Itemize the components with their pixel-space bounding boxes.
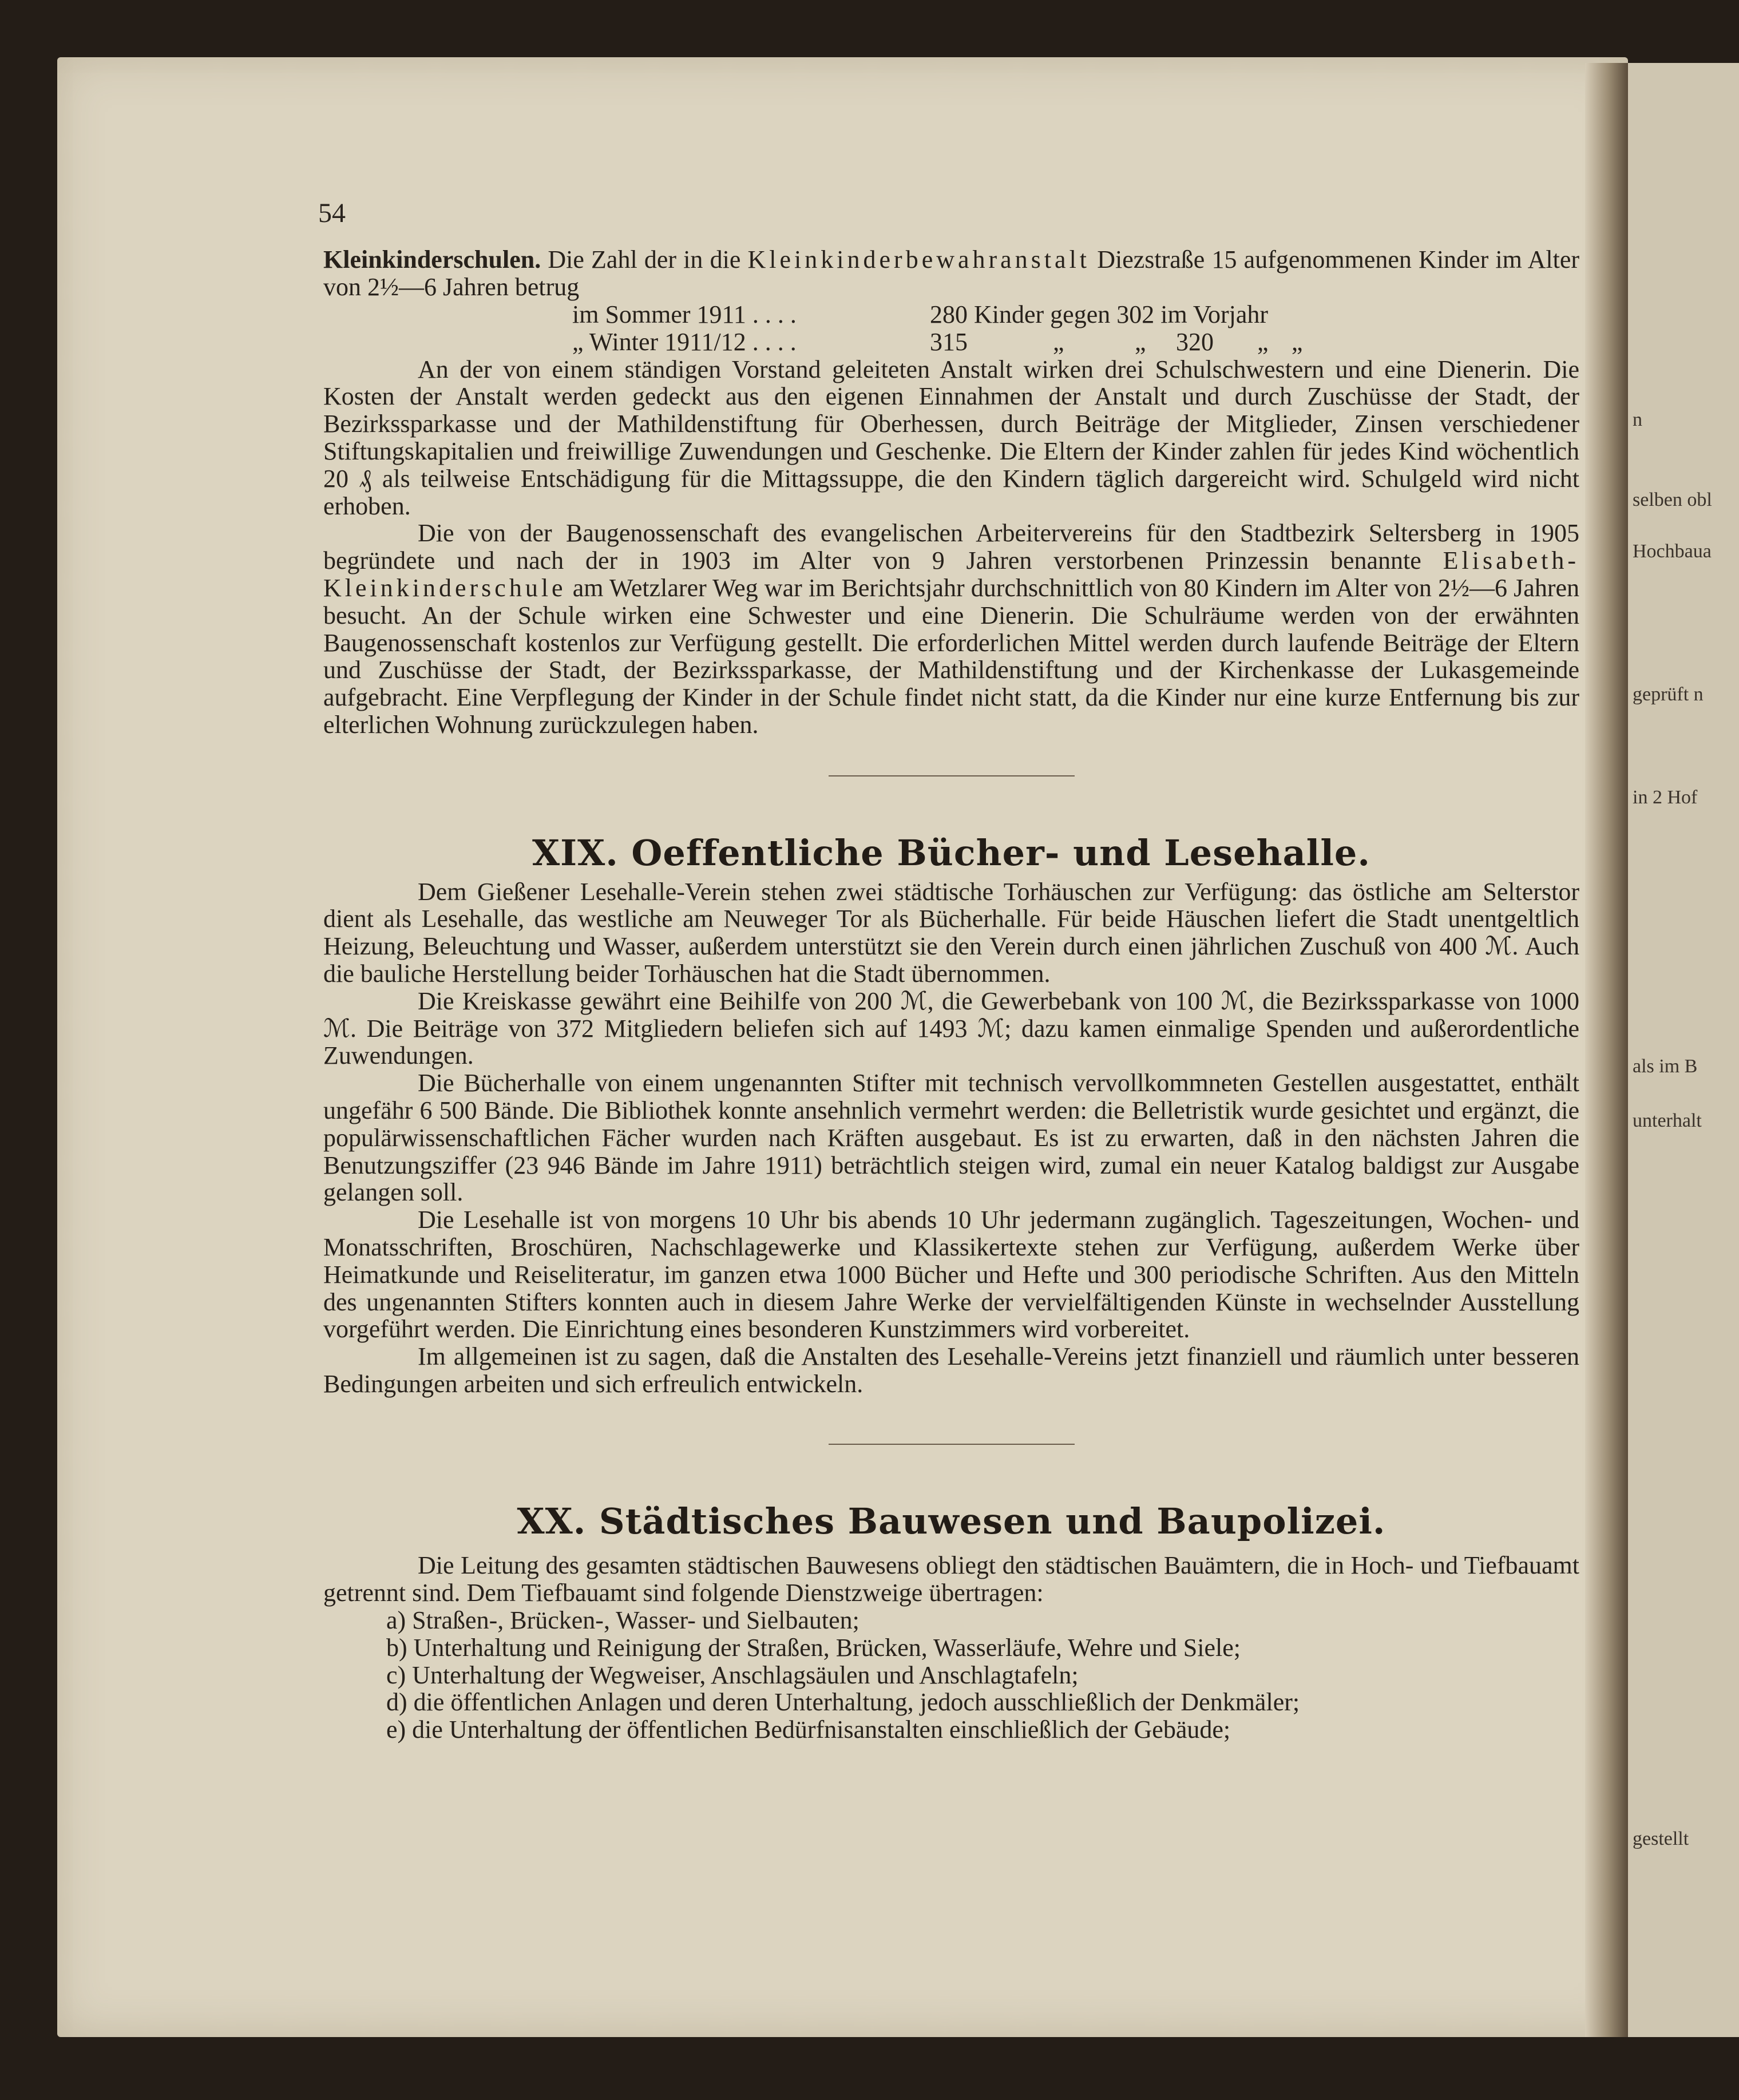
section-heading-xix: XIX. Oeffentliche Bücher- und Lesehalle.: [532, 831, 1370, 874]
paragraph: Die Kreiskasse gewährt eine Beihilfe von 200 ℳ, die Gewerbebank von 100 ℳ, die Bezirkssparkasse von 1000 ℳ. Die Beiträge von 372 Mitgliedern beliefen sich auf 1493 ℳ; dazu kamen einmalige Spenden und außerordentliche Zuwendungen.: [323, 986, 1579, 1070]
page-number: 54: [318, 198, 346, 228]
attendance-table: [323, 301, 1579, 356]
list-item: a) Straßen-, Brücken-, Wasser- und Sielbauten;: [386, 1606, 859, 1635]
spaced-name: Kleinkinderbewahranstalt: [747, 245, 1091, 274]
facing-page-word: geprüft n: [1633, 684, 1704, 705]
facing-page-word: in 2 Hof: [1633, 787, 1698, 808]
facing-page-word: gestellt: [1633, 1828, 1689, 1849]
paragraph: An der von einem ständigen Vorstand geleiteten Anstalt wirken drei Schulschwestern und eine Dienerin. Die Kosten der Anstalt werden gedeckt aus den eigenen Einnahmen der Anstalt und durch Zuschüsse der Stadt, der Bezirkssparkasse und der Mathildenstiftung für Oberhessen, durch Beiträge der Mitglieder, Zinsen verschiedener Stiftungskapitalien und freiwillige Zuwendungen und Geschenke. Die Eltern der Kinder zahlen für jedes Kind wöchentlich 20 ₰ als teilweise Entschädigung für die Mittagssuppe, die den Kindern täglich dargereicht wird. Schulgeld wird nicht erhoben.: [323, 355, 1579, 520]
table-row: „ Winter 1911/12 . . . . 315 „ „ 320 „ „: [572, 327, 1303, 356]
paragraph: Die von der Baugenossenschaft des evangelischen Arbeitervereins für den Stadtbezirk Seltersberg in 1905 begründete und nach der in 1903 im Alter von 9 Jahren verstorbenen Prinzessin benannte Elisabeth-Kleinkinderschule am Wetzlarer Weg war im Berichtsjahr durchschnittlich von 80 Kindern im Alter von 2½—6 Jahren besucht. An der Schule wirken eine Schwester und eine Dienerin. Die Schulräume werden von der erwähnten Baugenossenschaft kostenlos zur Verfügung gestellt. Die erforderlichen Mittel werden durch laufende Beiträge der Eltern und Zuschüsse der Stadt, der Bezirkssparkasse, der Mathildenstiftung und der Kirchenkasse der Lukasgemeinde aufgebracht. Eine Verpflegung der Kinder in der Schule findet nicht statt, da die Kinder nur eine kurze Entfernung bis zur elterlichen Wohnung zurückzulegen haben.: [323, 519, 1580, 739]
facing-page-word: Hochbaua: [1633, 541, 1712, 562]
section-heading-xx: XX. Städtisches Bauwesen und Baupolizei.: [517, 1500, 1386, 1542]
list-item: e) die Unterhaltung der öffentlichen Bedürfnisanstalten einschließlich der Gebäude;: [386, 1715, 1231, 1744]
facing-page-word: n: [1633, 409, 1642, 430]
paragraph: Die Lesehalle ist von morgens 10 Uhr bis abends 10 Uhr jedermann zugänglich. Tageszeitungen, Wochen- und Monatsschriften, Broschüren, Nachschlagewerke und Klassikertexte stehen zur Verfügung, außerdem Werke über Heimatkunde und Reiseliteratur, im ganzen etwa 1000 Bücher und Hefte und 300 periodische Schriften. Aus den Mitteln des ungenannten Stifters konnten auch in diesem Jahre Werke der vervielfältigenden Künste in wechselnder Ausstellung vorgeführt werden. Die Einrichtung eines besonderen Kunstzimmers wird vorbereitet.: [323, 1206, 1579, 1344]
paragraph: Die Bücherhalle von einem ungenannten Stifter mit technisch vervollkommneten Gestellen ausgestattet, enthält ungefähr 6 500 Bände. Die Bibliothek konnte ansehnlich vermehrt werden: die Belletristik wurde gesichtet und ergänzt, die populärwissenschaftlichen Fächer wurden nach Kräften ausgebaut. Es ist zu erwarten, daß in den nächsten Jahren die Benutzungsziffer (23 946 Bände im Jahre 1911) beträchtlich steigen wird, zumal ein neuer Katalog baldigst zur Ausgabe gelangen soll.: [323, 1069, 1579, 1207]
facing-page-word: als im B: [1633, 1056, 1698, 1077]
section-lead: Kleinkinderschulen.: [323, 245, 541, 274]
facing-page-word: selben obl: [1633, 489, 1712, 510]
list-item: d) die öffentlichen Anlagen und deren Unterhaltung, jedoch ausschließlich der Denkmäler;: [386, 1688, 1300, 1717]
paragraph: Im allgemeinen ist zu sagen, daß die Anstalten des Lesehalle-Vereins jetzt finanziell und räumlich unter besseren Bedingungen arbeiten und sich erfreulich entwickeln.: [323, 1342, 1579, 1398]
facing-page-fragment: [1628, 63, 1739, 2037]
table-row: im Sommer 1911 . . . . 280 Kinder gegen 302 im Vorjahr: [572, 300, 1269, 328]
paragraph: Die Leitung des gesamten städtischen Bauwesens obliegt den städtischen Bauämtern, die in Hoch- und Tiefbauamt getrennt sind. Dem Tiefbauamt sind folgende Dienstzweige übertragen:: [323, 1551, 1579, 1607]
list-item: c) Unterhaltung der Wegweiser, Anschlagsäulen und Anschlagtafeln;: [386, 1661, 1079, 1689]
book-gutter: [1585, 63, 1628, 2037]
paragraph: Dem Gießener Lesehalle-Verein stehen zwei städtische Torhäuschen zur Verfügung: das östliche am Selterstor dient als Lesehalle, das westliche am Neuweger Tor als Bücherhalle. Für beide Häuschen liefert die Stadt unentgeltlich Heizung, Beleuchtung und Wasser, außerdem unterstützt sie den Verein durch einen jährlichen Zuschuß von 400 ℳ. Auch die bauliche Herstellung beider Torhäuschen hat die Stadt übernommen.: [323, 877, 1579, 988]
facing-page-word: unterhalt: [1633, 1110, 1702, 1131]
page-text: [323, 189, 1579, 1744]
spaced-name: Elisabeth-Kleinkinderschule: [323, 546, 1580, 602]
list-item: b) Unterhaltung und Reinigung der Straßen, Brücken, Wasserläufe, Wehre und Siele;: [386, 1633, 1241, 1662]
kleinkinder-intro: Kleinkinderschulen. Die Zahl der in die Kleinkinderbewahranstalt Diezstraße 15 aufgenommenen Kinder im Alter von 2½—6 Jahren betrug: [323, 245, 1580, 301]
